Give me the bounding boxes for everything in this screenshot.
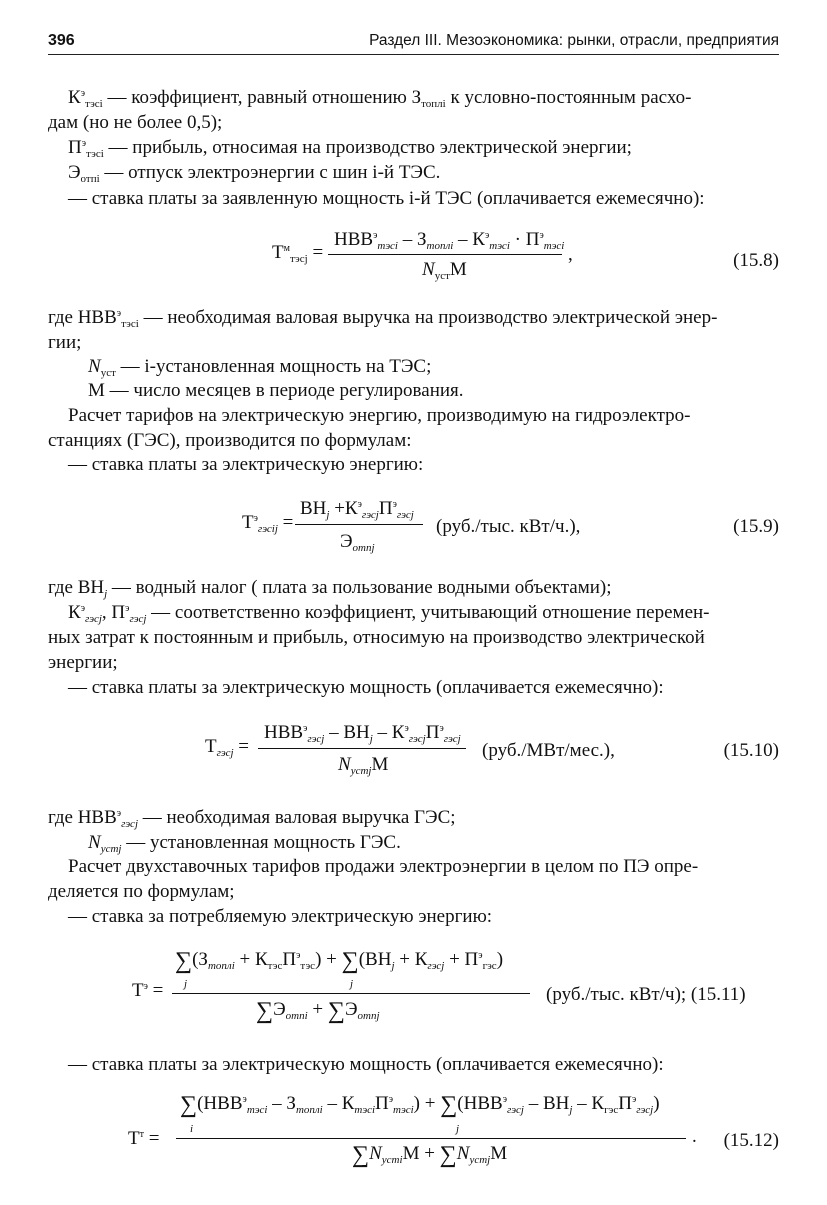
text-line: $N_{уст}$ — i-установленная мощность на ТЭС; (88, 356, 432, 379)
sum-index: i (190, 1123, 194, 1135)
text-line: $К^э_{тэсi}$ — коэффициент, равный отношению $З_{топлi}$ к условно-постоянным расхо- (68, 87, 692, 110)
text-line: где $НВВ^э_{гэсj}$ — необходимая валовая выручка ГЭС; (48, 807, 456, 830)
text-line: $П^э_{тэсi}$ — прибыль, относимая на производство электрической энергии; (68, 137, 632, 160)
page-number: 396 (48, 32, 75, 49)
formula-denominator: $\sum Э_{отпi} + \sum Э_{отпj}$ (256, 998, 380, 1024)
text-line: Расчет двухставочных тарифов продажи электроэнергии в целом по ПЭ опре- (68, 856, 699, 877)
formula-denominator: $\sum N_{устi}М + \sum N_{устj}М$ (352, 1142, 508, 1168)
fraction-bar (172, 993, 530, 994)
formula-lhs: $Т^э$ = (132, 980, 164, 1001)
sum-index: j (184, 978, 188, 990)
text-line: — ставка платы за заявленную мощность i-й ТЭС (оплачивается ежемесячно): (68, 188, 705, 209)
formula-denominator: $N_{устj}М$ (338, 754, 389, 777)
text-line: ных затрат к постоянным и прибыль, относимую на производство электрической (48, 627, 705, 648)
formula-numerator: $НВВ^э_{тэсi} - З_{топлi} - К^э_{тэсi} \cdot П^э_{тэсi}$ (334, 229, 565, 252)
fraction-bar (258, 748, 466, 749)
formula-lhs: $Т^м_{тэсj}$ = (272, 242, 324, 265)
formula-lhs: $Т_{гэсj}$ = (205, 736, 250, 759)
text-line: где $НВВ^э_{тэсi}$ — необходимая валовая выручка на производство электрической энер- (48, 307, 718, 330)
formula-lhs: $Т^т$ = (128, 1128, 160, 1149)
running-title: Раздел III. Мезоэкономика: рынки, отрасли, предприятия (369, 32, 779, 49)
formula-unit: (руб./тыс. кВт/ч.), (436, 516, 581, 537)
fraction-bar (328, 254, 562, 255)
fraction-bar (295, 524, 423, 525)
comma: , (568, 244, 573, 265)
formula-lhs: $Т^э_{гэсij}$ = (242, 512, 294, 535)
page-header (48, 30, 779, 55)
text-line: $К^э_{гэсj}$, $П^э_{гэсj}$ — соответственно коэффициент, учитывающий отношение перемен- (68, 602, 710, 625)
text-line: — ставка платы за электрическую энергию: (68, 454, 424, 475)
formula-numerator: $\sum(З_{топлi} + К_{тэс}П^э_{тэс}) + \sum(ВН_j + К_{гэсj} + П^э_{гэс})$ (175, 948, 504, 974)
sum-index: j (456, 1123, 460, 1135)
text-line: М — число месяцев в периоде регулирования. (88, 380, 464, 401)
text-line: энергии; (48, 652, 118, 673)
formula-unit: (руб./МВт/мес.), (482, 740, 615, 761)
text-line: — ставка за потребляемую электрическую энергию: (68, 906, 493, 927)
text-line: — ставка платы за электрическую мощность (оплачивается ежемесячно): (68, 677, 664, 698)
formula-unit: (руб./тыс. кВт/ч); (15.11) (546, 984, 746, 1005)
text-line: где $ВН_j$ — водный налог ( плата за пользование водными объектами); (48, 577, 612, 600)
equation-number: (15.12) (723, 1130, 779, 1151)
text-line: $Э_{отпi}$ — отпуск электроэнергии с шин i-й ТЭС. (68, 162, 441, 185)
formula-numerator: $ВН_j +К^э_{гэсj}П^э_{гэсj}$ (300, 498, 414, 521)
equation-number: (15.9) (733, 516, 779, 537)
formula-numerator: $\sum(НВВ^э_{тэсi} - З_{топлi} - К_{тэсi}П^э_{тэсi}) + \sum(НВВ^э_{гэсj} - ВН_j - К_{гэс}П^э_{гэсj})$ (180, 1092, 660, 1118)
sum-index: j (350, 978, 354, 990)
text-line: гии; (48, 332, 82, 353)
formula-denominator: $Э_{отпj}$ (340, 531, 375, 554)
equation-number: (15.10) (723, 740, 779, 761)
text-line: $N_{устj}$ — установленная мощность ГЭС. (88, 832, 401, 855)
formula-numerator: $НВВ^э_{гэсj} - ВН_j - К^э_{гэсj}П^э_{гэсj}$ (264, 722, 461, 745)
text-line: Расчет тарифов на электрическую энергию, производимую на гидроэлектро- (68, 405, 691, 426)
fraction-bar (176, 1138, 686, 1139)
text-line: деляется по формулам; (48, 881, 235, 902)
text-line: станциях (ГЭС), производится по формулам: (48, 430, 412, 451)
formula-denominator: $N_{уст}М$ (422, 259, 467, 282)
text-line: дам (но не более 0,5); (48, 112, 223, 133)
equation-number: (15.8) (733, 250, 779, 271)
text-line: — ставка платы за электрическую мощность (оплачивается ежемесячно): (68, 1054, 664, 1075)
period: . (692, 1126, 697, 1147)
